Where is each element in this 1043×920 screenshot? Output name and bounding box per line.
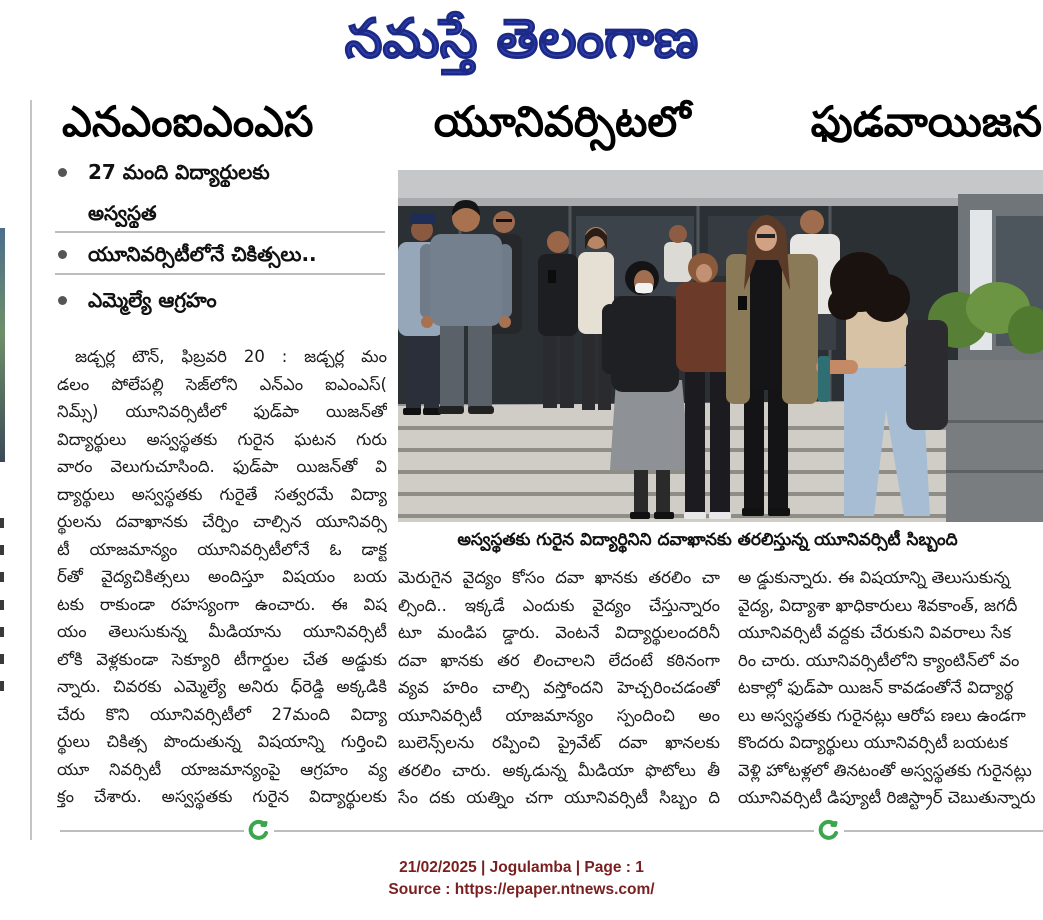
article-line: యూనివర్సిటీ వద్దకు చేరుకుని వివరాలు సేక [738, 623, 1012, 642]
article-line: లోకి వెళ్లకుండా సెక్యూరి టీగార్డుల చేత అడ్డుకు [57, 649, 387, 669]
highlight-item-line: యూనివర్సిటీలోనే చికిత్సలు.. [88, 242, 317, 266]
adjacent-clipping-text-fragment [0, 654, 4, 664]
adjacent-clipping-text-fragment [0, 572, 4, 582]
left-column-divider [30, 100, 32, 840]
article-line: నిమ్స్) యూనివర్సిటీలో ఫుడ్‌పా యిజన్‌తో [57, 402, 387, 421]
article-line: వారం వెలుగుచూసింది. ఫుడ్‌పా యిజన్‌తో వి [57, 457, 387, 476]
article-line: మెరుగైన వైద్యం కోసం దవా ఖానకు తరలిం చా [398, 568, 720, 587]
source-line: Source : https://epaper.ntnews.com/ [388, 881, 655, 898]
adjacent-clipping-photo-fragment [0, 228, 5, 462]
highlight-item-line: 27 మంది విద్యార్థులకు [88, 160, 270, 184]
bottom-divider [60, 830, 1043, 832]
article-line: చేరు కొని యూనివర్సిటీలో 27మంది విద్యా [57, 704, 387, 724]
adjacent-clipping-text-fragment [0, 600, 4, 610]
article-line: వైద్య, విద్యాశా ఖాధికారులు శివకాంత్, జగదీ [738, 595, 1018, 615]
article-line: వ్యవ హరిం చాల్సి వస్తోందని హెచ్చరించడంతో [398, 678, 720, 697]
article-line: రిం చారు. యూనివర్సిటీలోని క్యాంటిన్‌లో వం [738, 650, 1020, 670]
article-line: ర్థులు చికిత్స పొందుతున్న విషయాన్ని గుర్తించి [57, 732, 387, 751]
article-line: టకాల్లో ఫుడ్‌పా యిజన్ కావడంతోనే విద్యార్థ [738, 678, 1014, 697]
article-line: ద్యార్థులు అస్వస్థతకు గురైతే సత్వరమే విద్యా [57, 484, 387, 504]
highlight-divider [55, 273, 385, 275]
article-line: టకు రాకుండా రహస్యంగా ఉంచారు. ఈ విష [57, 594, 387, 614]
article-line: దవా ఖానకు తర లించాలని లేదంటే కఠినంగా [398, 650, 720, 670]
article-headline: ఎనఎంఐఎంఎస యూనివర్సిటలో ఫుడవాయిజన [62, 97, 1042, 146]
article-line: యూ నివర్సిటీ యాజమాన్యంపై ఆగ్రహం వ్య [57, 759, 387, 779]
article-column-2 [398, 564, 720, 812]
adjacent-clipping-text-fragment [0, 627, 4, 637]
article-line: క్తం చేశారు. అస్వస్థతకు గురైన విద్యార్థులకు [57, 787, 387, 806]
article-line: యూనివర్సిటీ యాజమాన్యం స్పందించి అం [398, 705, 720, 725]
ntnews-logo-icon [814, 819, 844, 841]
article-line: డలం పోలేపల్లి సెజ్‌లోని ఎన్‌ఎం ఐఎంఎస్( [57, 374, 387, 394]
adjacent-clipping-text-fragment [0, 681, 4, 691]
article-column-1 [57, 343, 387, 811]
highlight-item-line: అస్వస్థత [88, 201, 157, 225]
bullet-dot-icon [58, 168, 67, 177]
article-line: న్నారు. చివరకు ఎమ్మెల్యే అనిరు ధ్‌రెడ్డి అక్కడికి [57, 677, 387, 696]
bullet-dot-icon [58, 250, 67, 259]
article-line: కొందరు విద్యార్థులు యూనివర్సిటీ బయటక [738, 733, 1008, 752]
article-line: తరలిం చారు. అక్కడున్న మీడియా ఫొటోలు తీ [398, 760, 720, 780]
news-photo-image [398, 170, 1043, 522]
article-line: లు అస్వస్థతకు గురైనట్లు ఆరోప ణలు ఉండగా [738, 705, 1026, 725]
highlight-item-line: ఎమ్మెల్యే ఆగ్రహం [88, 288, 217, 312]
article-line: ర్‌తో వైద్యచికిత్సలు అందిస్తూ విషయం బయ [57, 567, 387, 586]
article-line: ర్థులను దవాఖానకు చేర్పిం చాల్సిన యూనివర్సి [57, 512, 387, 531]
article-line: యూనివర్సిటీ డిప్యూటీ రిజిస్ట్రార్ చెబుతున్నారు [738, 788, 1036, 807]
article-line: జడ్చర్ల టౌన్, ఫిబ్రవరి 20 : జడ్చర్ల మం [75, 347, 387, 366]
adjacent-clipping-text-fragment [0, 518, 4, 528]
article-column-3 [738, 564, 1043, 812]
newspaper-masthead: నమస్తే తెలంగాణ [344, 6, 699, 70]
edition-date-line: 21/02/2025 | Jogulamba | Page : 1 [399, 859, 644, 876]
article-line: యం తెలుసుకున్న మీడియాను యూనివర్సిటీ [57, 622, 387, 641]
article-line: విద్యార్థులు అస్వస్థతకు గురైన ఘటన గురు [57, 429, 387, 449]
article-line: టీ యాజమాన్యం యూనివర్సిటీలోనే ఓ డాక్ట [57, 539, 387, 559]
ntnews-logo-icon [244, 819, 274, 841]
bullet-dot-icon [58, 296, 67, 305]
article-line: ల్సింది.. ఇక్కడే ఎందుకు వైద్యం చేస్తున్నారం [398, 595, 720, 615]
article-line: టూ మండిప డ్డారు. వెంటనే విద్యార్థులందరినీ [398, 623, 720, 642]
article-line: వెళ్లి హోటళ్లలో తినటంతో అస్వస్థతకు గురైనట్లు [738, 760, 1032, 780]
article-line: బులెన్స్‌లను రప్పించి ప్రైవేట్ దవా ఖానలకు [398, 733, 720, 752]
adjacent-clipping-text-fragment [0, 545, 4, 555]
news-photo [398, 170, 1043, 522]
article-line: సేం దకు యత్నిం చగా యూనివర్సిటీ సిబ్బం ది [398, 788, 720, 807]
article-line: అ డ్డుకున్నారు. ఈ విషయాన్ని తెలుసుకున్న [738, 568, 1010, 587]
highlight-divider [55, 231, 385, 233]
photo-caption: అస్వస్థతకు గురైన విద్యార్థినిని దవాఖానకు తరలిస్తున్న యూనివర్సిటీ సిబ్బంది [457, 530, 958, 550]
